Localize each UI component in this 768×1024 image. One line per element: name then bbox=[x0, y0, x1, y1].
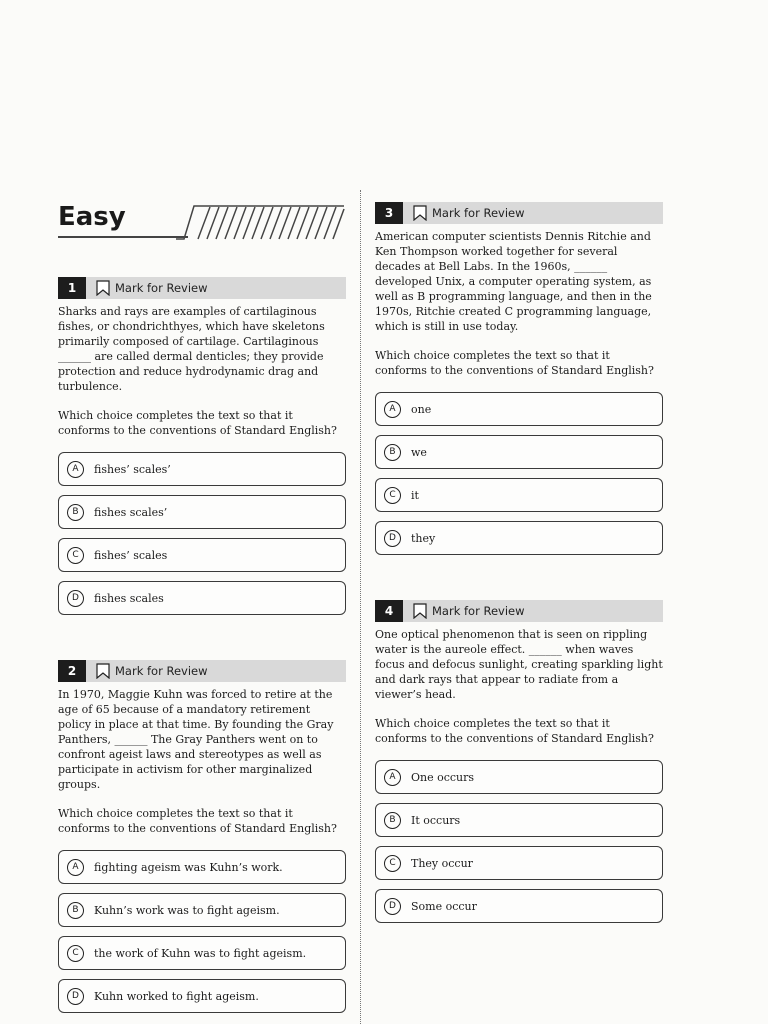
choice-d[interactable] bbox=[375, 521, 663, 555]
choice-a[interactable] bbox=[58, 452, 346, 486]
choice-text: Kuhn’s work was to fight ageism. bbox=[94, 903, 280, 917]
question-passage: American computer scientists Dennis Ritchie and Ken Thompson worked together for several decades at Bell Labs. In the 1960s, ______ developed Unix, a computer operating system, as well as B programming language, and then in the 1970s, Ritchie created C programming language, which is still in use today. bbox=[375, 230, 652, 333]
choice-letter: A bbox=[384, 401, 401, 418]
choice-letter: A bbox=[67, 859, 84, 876]
bookmark-icon[interactable] bbox=[413, 205, 427, 221]
choice-text: it bbox=[411, 488, 419, 502]
choice-d[interactable] bbox=[375, 889, 663, 923]
mark-for-review-label[interactable]: Mark for Review bbox=[432, 206, 525, 220]
section-rule bbox=[58, 236, 188, 238]
choice-b[interactable] bbox=[375, 435, 663, 469]
choice-text: they bbox=[411, 531, 436, 545]
section-header bbox=[58, 200, 346, 240]
question-header bbox=[58, 660, 346, 682]
choice-b[interactable] bbox=[375, 803, 663, 837]
question-number: 4 bbox=[375, 600, 403, 622]
choice-letter: B bbox=[67, 504, 84, 521]
choice-letter: D bbox=[384, 530, 401, 547]
answer-choices bbox=[375, 760, 663, 923]
choice-letter: C bbox=[67, 547, 84, 564]
choice-c[interactable] bbox=[58, 936, 346, 970]
question-prompt: Which choice completes the text so that it conforms to the conventions of Standard English? bbox=[58, 409, 337, 437]
question-passage: Sharks and rays are examples of cartilaginous fishes, or chondrichthyes, which have skeletons primarily composed of cartilage. Cartilaginous ______ are called dermal denticles; they provide protection and reduce hydrodynamic drag and turbulence. bbox=[58, 305, 325, 393]
choice-letter: B bbox=[384, 444, 401, 461]
choice-d[interactable] bbox=[58, 979, 346, 1013]
bookmark-icon[interactable] bbox=[96, 280, 110, 296]
choice-text: It occurs bbox=[411, 813, 461, 827]
mark-for-review-label[interactable]: Mark for Review bbox=[115, 664, 208, 678]
question-1 bbox=[58, 277, 346, 624]
choice-text: fishes scales bbox=[94, 591, 164, 605]
choice-text: we bbox=[411, 445, 427, 459]
choice-letter: A bbox=[67, 461, 84, 478]
question-prompt: Which choice completes the text so that it conforms to the conventions of Standard English? bbox=[375, 349, 654, 377]
answer-choices bbox=[58, 452, 346, 615]
question-number: 2 bbox=[58, 660, 86, 682]
choice-text: the work of Kuhn was to fight ageism. bbox=[94, 946, 307, 960]
column-divider bbox=[360, 190, 361, 1024]
question-passage: In 1970, Maggie Kuhn was forced to retire at the age of 65 because of a mandatory retirement policy in place at that time. By founding the Gray Panthers, ______ The Gray Panthers went on to confront ageist laws and stereotypes as well as participate in activism for other marginalized groups. bbox=[58, 688, 334, 791]
choice-b[interactable] bbox=[58, 495, 346, 529]
choice-text: fighting ageism was Kuhn’s work. bbox=[94, 860, 283, 874]
choice-letter: B bbox=[384, 812, 401, 829]
choice-text: They occur bbox=[411, 856, 473, 870]
left-column bbox=[58, 200, 346, 1003]
question-4 bbox=[375, 600, 663, 932]
choice-a[interactable] bbox=[58, 850, 346, 884]
question-header bbox=[375, 202, 663, 224]
choice-letter: C bbox=[384, 487, 401, 504]
choice-letter: D bbox=[67, 988, 84, 1005]
choice-text: Kuhn worked to fight ageism. bbox=[94, 989, 259, 1003]
choice-letter: D bbox=[67, 590, 84, 607]
mark-for-review-label[interactable]: Mark for Review bbox=[432, 604, 525, 618]
answer-choices bbox=[375, 392, 663, 555]
choice-c[interactable] bbox=[375, 478, 663, 512]
choice-letter: B bbox=[67, 902, 84, 919]
choice-text: fishes’ scales’ bbox=[94, 462, 171, 476]
choice-letter: C bbox=[384, 855, 401, 872]
bookmark-icon[interactable] bbox=[413, 603, 427, 619]
choice-text: One occurs bbox=[411, 770, 475, 784]
mark-for-review-label[interactable]: Mark for Review bbox=[115, 281, 208, 295]
hatch-decoration bbox=[176, 202, 346, 242]
choice-letter: A bbox=[384, 769, 401, 786]
choice-c[interactable] bbox=[58, 538, 346, 572]
bookmark-icon[interactable] bbox=[96, 663, 110, 679]
question-header bbox=[58, 277, 346, 299]
question-number: 3 bbox=[375, 202, 403, 224]
question-2 bbox=[58, 660, 346, 1022]
answer-choices bbox=[58, 850, 346, 1013]
choice-text: fishes scales’ bbox=[94, 505, 168, 519]
question-prompt: Which choice completes the text so that it conforms to the conventions of Standard English? bbox=[58, 807, 337, 835]
section-title: Easy bbox=[58, 202, 126, 232]
choice-text: fishes’ scales bbox=[94, 548, 168, 562]
choice-d[interactable] bbox=[58, 581, 346, 615]
question-3 bbox=[375, 202, 663, 564]
question-number: 1 bbox=[58, 277, 86, 299]
choice-a[interactable] bbox=[375, 392, 663, 426]
choice-a[interactable] bbox=[375, 760, 663, 794]
choice-c[interactable] bbox=[375, 846, 663, 880]
choice-b[interactable] bbox=[58, 893, 346, 927]
choice-letter: D bbox=[384, 898, 401, 915]
question-passage: One optical phenomenon that is seen on rippling water is the aureole effect. ______ when waves focus and defocus sunlight, creating sparkling light and dark rays that appear to radiate from a viewer’s head. bbox=[375, 628, 663, 701]
choice-letter: C bbox=[67, 945, 84, 962]
question-prompt: Which choice completes the text so that it conforms to the conventions of Standard English? bbox=[375, 717, 654, 745]
choice-text: one bbox=[411, 402, 432, 416]
choice-text: Some occur bbox=[411, 899, 477, 913]
question-header bbox=[375, 600, 663, 622]
